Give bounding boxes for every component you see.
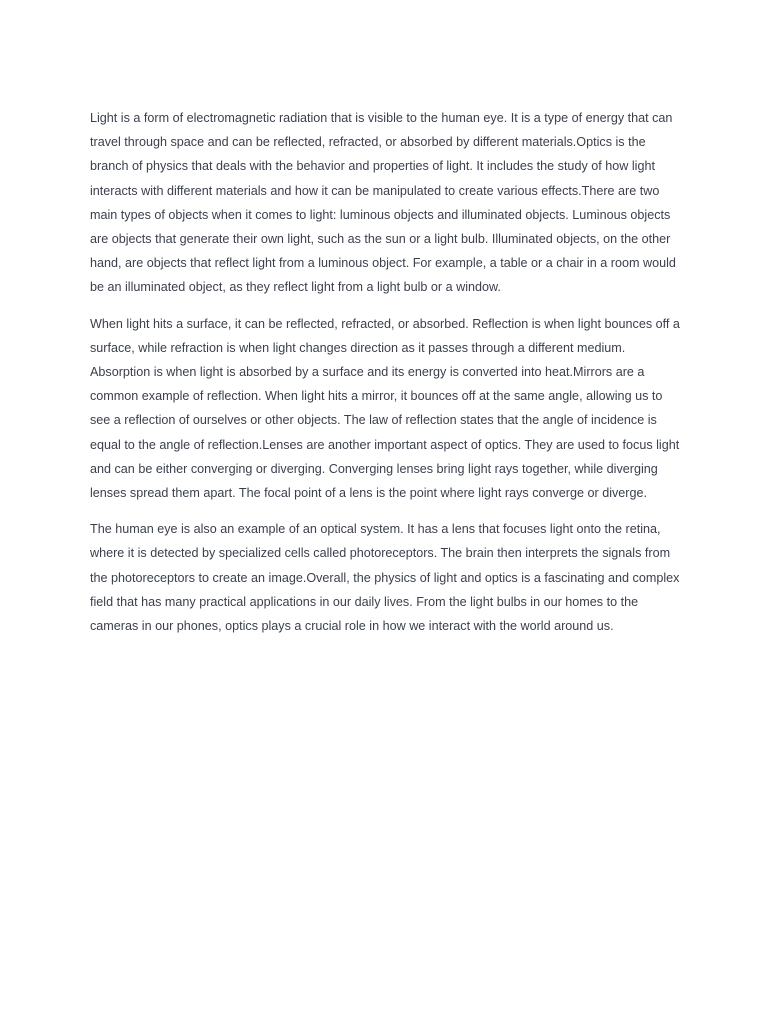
paragraph-intro-light: Light is a form of electromagnetic radiation that is visible to the human eye. It is a type of energy that can travel through space and can be reflected, refracted, or absorbed by different materials.Optics is the branch of physics that deals with the behavior and properties of light. It includes the study of how light interacts with different materials and how it can be manipulated to create various effects.There are two main types of objects when it comes to light: luminous objects and illuminated objects. Luminous objects are objects that generate their own light, such as the sun or a light bulb. Illuminated objects, on the other hand, are objects that reflect light from a luminous object. For example, a table or a chair in a room would be an illuminated object, as they reflect light from a light bulb or a window. <box>90 111 676 295</box>
document-body <box>90 106 684 650</box>
paragraph-human-eye: The human eye is also an example of an optical system. It has a lens that focuses light onto the retina, where it is detected by specialized cells called photoreceptors. The brain then interprets the signals from the photoreceptors to create an image.Overall, the physics of light and optics is a fascinating and complex field that has many practical applications in our daily lives. From the light bulbs in our homes to the cameras in our phones, optics plays a crucial role in how we interact with the world around us. <box>90 522 680 634</box>
paragraph-reflection-refraction: When light hits a surface, it can be reflected, refracted, or absorbed. Reflection is when light bounces off a surface, while refraction is when light changes direction as it passes through a different medium. Absorption is when light is absorbed by a surface and its energy is converted into heat.Mirrors are a common example of reflection. When light hits a mirror, it bounces off at the same angle, allowing us to see a reflection of ourselves or other objects. The law of reflection states that the angle of incidence is equal to the angle of reflection.Lenses are another important aspect of optics. They are used to focus light and can be either converging or diverging. Converging lenses bring light rays together, while diverging lenses spread them apart. The focal point of a lens is the point where light rays converge or diverge. <box>90 316 680 501</box>
